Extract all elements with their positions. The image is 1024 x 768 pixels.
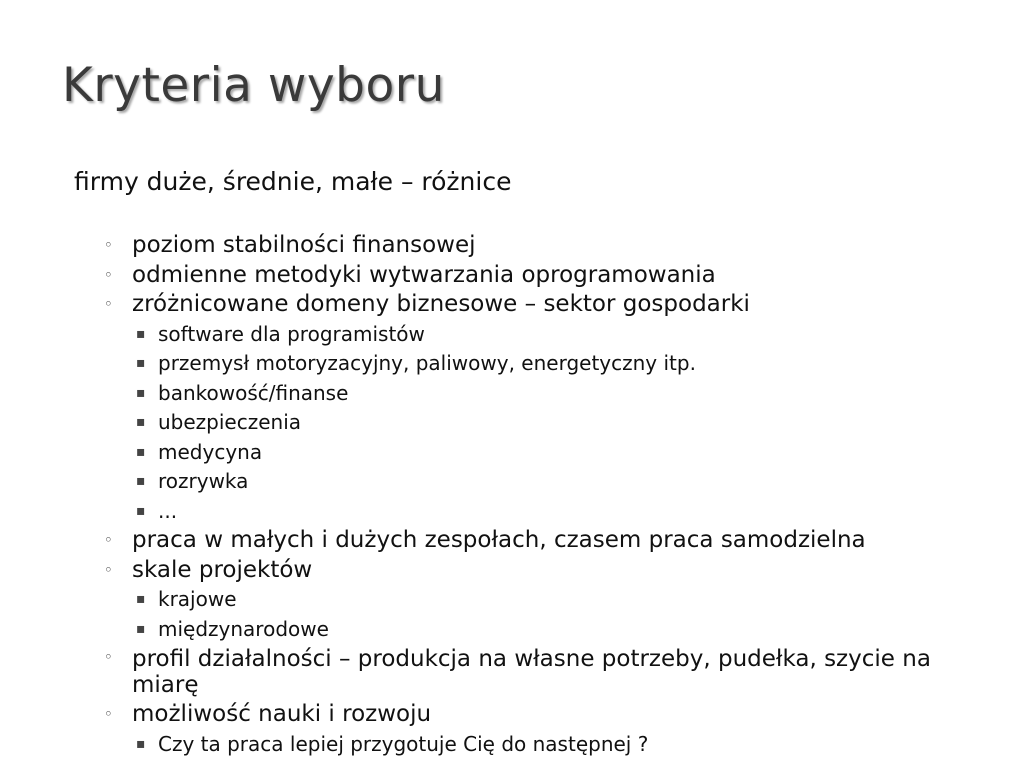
list-item [0, 261, 1024, 291]
list-item-text: praca w małych i dużych zespołach, czasem praca samodzielna [132, 527, 866, 553]
sub-list-item-text: rozrywka [158, 469, 249, 493]
circle-bullet-icon: ◦ [104, 705, 113, 723]
sub-list-item [0, 349, 1024, 379]
list-item-text: profil działalności – produkcja na własne potrzeby, pudełka, szycie na miarę [132, 646, 931, 698]
list-item [0, 231, 1024, 261]
list-item-text: zróżnicowane domeny biznesowe – sektor gospodarki [132, 291, 750, 317]
sublist-container [0, 730, 1024, 760]
square-bullet-icon: ▪ [136, 473, 146, 489]
sub-list-item-text: ubezpieczenia [158, 410, 302, 434]
sub-list-item-text: Czy ta praca lepiej przygotuje Cię do następnej ? [158, 731, 649, 756]
sub-list-item [0, 438, 1024, 468]
list-item-text: odmienne metodyki wytwarzania oprogramowania [132, 261, 716, 288]
list-item-text: poziom stabilności finansowej [132, 232, 476, 258]
sub-list [0, 320, 1024, 527]
circle-bullet-icon: ◦ [104, 531, 113, 549]
sub-list-item-text: krajowe [158, 587, 237, 611]
sub-list-item [0, 320, 1024, 350]
circle-bullet-icon: ◦ [104, 236, 113, 254]
slide-title: Kryteria wyboru [62, 58, 445, 113]
list-item [0, 556, 1024, 586]
circle-bullet-icon: ◦ [104, 295, 113, 313]
circle-bullet-icon: ◦ [104, 648, 113, 666]
square-bullet-icon: ▪ [136, 384, 146, 401]
sub-list-item [0, 379, 1024, 409]
sub-list-item [0, 615, 1024, 645]
sub-list-item-text: przemysł motoryzacyjny, paliwowy, energetyczny itp. [158, 351, 696, 375]
list-item [0, 700, 1024, 730]
square-bullet-icon: ▪ [136, 502, 146, 519]
circle-bullet-icon: ◦ [104, 560, 113, 579]
slide-lead: firmy duże, średnie, małe – różnice [74, 167, 512, 196]
circle-bullet-icon: ◦ [104, 265, 113, 284]
sublist-container [0, 585, 1024, 644]
square-bullet-icon: ▪ [136, 414, 146, 430]
list-item-text: możliwość nauki i rozwoju [132, 701, 432, 727]
sub-list-item [0, 408, 1024, 438]
sub-list-item-text: ... [158, 498, 178, 523]
bullet-list [0, 231, 1024, 759]
list-item [0, 526, 1024, 556]
sub-list-item [0, 467, 1024, 497]
list-item [0, 290, 1024, 320]
square-bullet-icon: ▪ [136, 620, 146, 637]
sublist-container [0, 320, 1024, 527]
square-bullet-icon: ▪ [136, 355, 146, 371]
sub-list-item [0, 585, 1024, 615]
sub-list-item [0, 497, 1024, 527]
list-item [0, 644, 1024, 700]
sub-list-item-text: międzynarodowe [158, 616, 329, 641]
sub-list [0, 730, 1024, 760]
sub-list-item-text: bankowość/finanse [158, 380, 349, 405]
list-item-text: skale projektów [132, 556, 313, 583]
sub-list-item-text: medycyna [158, 439, 263, 464]
sub-list [0, 585, 1024, 644]
square-bullet-icon: ▪ [136, 443, 146, 460]
square-bullet-icon: ▪ [136, 591, 146, 607]
square-bullet-icon: ▪ [136, 325, 146, 342]
sub-list-item-text: software dla programistów [158, 321, 425, 346]
square-bullet-icon: ▪ [136, 735, 146, 752]
sub-list-item [0, 730, 1024, 760]
